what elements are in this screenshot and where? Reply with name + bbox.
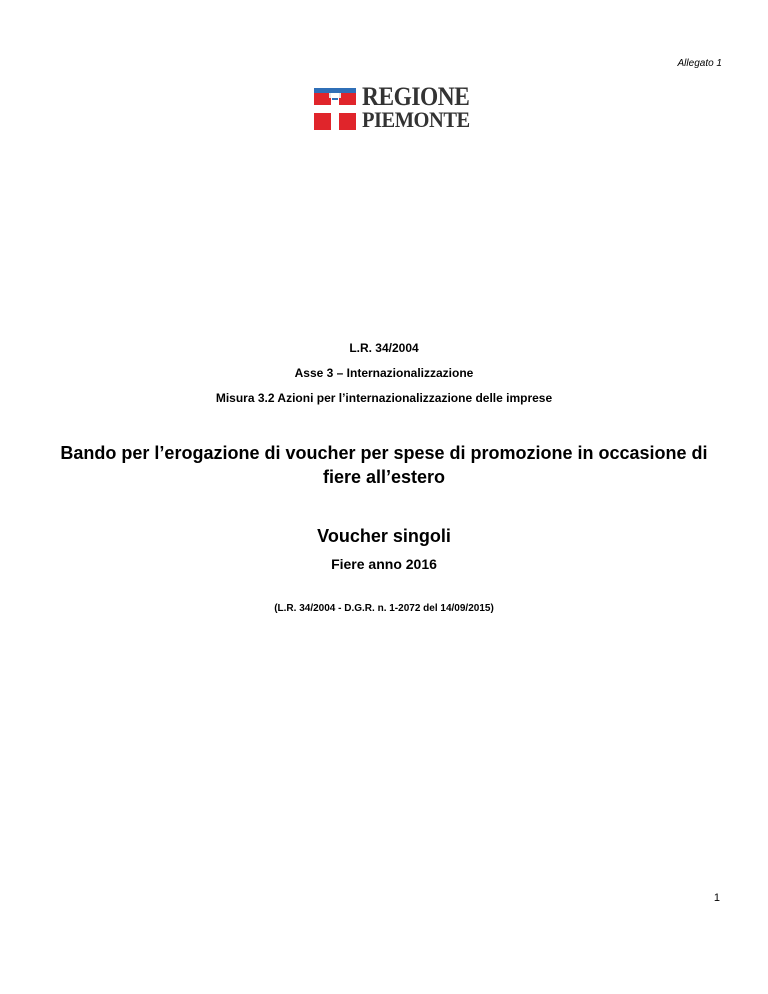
document-title-line-1: Bando per l’erogazione di voucher per spese di promozione in occasione di xyxy=(60,443,708,463)
measure-title: Misura 3.2 Azioni per l’internazionalizzazione delle imprese xyxy=(215,391,553,405)
legal-reference: (L.R. 34/2004 - D.G.R. n. 1-2072 del 14/09/2015) xyxy=(274,603,494,614)
logo-line-piemonte: PIEMONTE xyxy=(362,107,470,132)
law-reference: L.R. 34/2004 xyxy=(349,341,419,355)
page-number: 1 xyxy=(713,892,720,904)
fair-year: Fiere anno 2016 xyxy=(331,556,437,572)
voucher-type: Voucher singoli xyxy=(317,526,451,546)
logo-line-regione: REGIONE xyxy=(362,82,470,111)
axis-title: Asse 3 – Internazionalizzazione xyxy=(294,366,474,380)
regione-piemonte-wordmark xyxy=(362,82,474,132)
document-title xyxy=(0,441,768,489)
document-title-line-2: fiere all’estero xyxy=(322,467,446,487)
annex-label: Allegato 1 xyxy=(677,58,722,69)
regione-piemonte-logo xyxy=(312,82,472,132)
regione-piemonte-emblem-icon xyxy=(312,86,358,132)
